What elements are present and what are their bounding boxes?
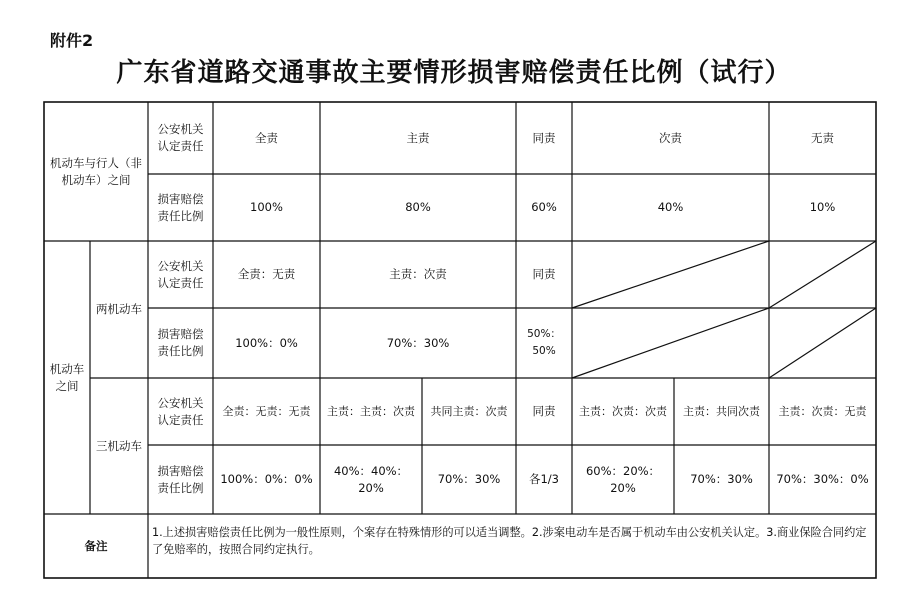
three-vehicle-resp-cell: 主责：次责：无责 xyxy=(778,405,867,418)
three-vehicle-ratio-cell: 60%：20%：20% xyxy=(585,463,661,495)
remarks-label: 备注 xyxy=(84,538,108,553)
vehicle-pedestrian-label: 机动车与行人（非机动车）之间 xyxy=(50,155,142,187)
pedestrian-ratio-cell: 60% xyxy=(531,200,557,214)
two-vehicle-resp-cell: 同责 xyxy=(532,267,556,281)
row-label-ratio: 损害赔偿责任比例 xyxy=(157,327,204,358)
three-vehicle-ratio-cell: 40%：40%：20% xyxy=(333,463,409,495)
pedestrian-resp-cell: 全责 xyxy=(255,130,278,145)
three-vehicle-resp-cell: 全责：无责：无责 xyxy=(222,405,311,418)
pedestrian-ratio-cell: 100% xyxy=(250,200,283,214)
two-vehicle-ratio-cell: 50%：50% xyxy=(527,328,561,357)
pedestrian-resp-cell: 无责 xyxy=(811,130,834,145)
pedestrian-resp-cell: 同责 xyxy=(532,130,556,145)
pedestrian-resp-cell: 次责 xyxy=(659,130,682,145)
row-label-ratio: 损害赔偿责任比例 xyxy=(157,463,204,495)
pedestrian-ratio-cell: 40% xyxy=(657,200,684,214)
three-vehicle-ratio-cell: 70%：30%：0% xyxy=(776,472,869,486)
three-vehicles-label: 三机动车 xyxy=(96,438,142,453)
annex-label: 附件2 xyxy=(50,31,94,50)
pedestrian-ratio-cell: 10% xyxy=(809,200,836,214)
three-vehicle-ratio-cell: 各1/3 xyxy=(528,472,559,486)
two-vehicles-label: 两机动车 xyxy=(96,302,142,316)
row-label-ratio: 损害赔偿责任比例 xyxy=(157,191,204,223)
document-title: 广东省道路交通事故主要情形损害赔偿责任比例（试行） xyxy=(116,58,792,88)
pedestrian-ratio-cell: 80% xyxy=(405,200,431,214)
row-label-police: 公安机关认定责任 xyxy=(157,258,204,290)
two-vehicle-ratio-cell: 70%：30% xyxy=(386,335,450,350)
two-vehicle-ratio-cell: 100%：0% xyxy=(235,335,298,350)
remarks-text: 1.上述损害赔偿责任比例为一般性原则，个案存在特殊情形的可以适当调整。2.涉案电动车是否属于机动车由公安机关认定。3.商业保险合同约定了免赔率的，按照合同约定执行。 xyxy=(152,526,867,556)
three-vehicle-resp-cell: 主责：共同次责 xyxy=(683,405,760,418)
three-vehicle-resp-cell: 主责：主责：次责 xyxy=(327,405,415,418)
row-label-police: 公安机关认定责任 xyxy=(157,395,204,427)
between-vehicles-label: 机动车之间 xyxy=(49,361,85,393)
three-vehicle-ratio-cell: 70%：30% xyxy=(690,472,753,486)
pedestrian-resp-cell: 主责 xyxy=(406,130,430,145)
three-vehicle-resp-cell: 共同主责：次责 xyxy=(430,405,508,418)
two-vehicle-resp-cell: 主责：次责 xyxy=(389,267,447,281)
three-vehicle-ratio-cell: 70%：30% xyxy=(437,472,501,486)
two-vehicle-resp-cell: 全责：无责 xyxy=(237,267,296,281)
three-vehicle-resp-cell: 同责 xyxy=(532,404,556,418)
three-vehicle-ratio-cell: 100%：0%：0% xyxy=(220,472,313,486)
row-label-police: 公安机关认定责任 xyxy=(157,122,204,153)
three-vehicle-resp-cell: 主责：次责：次责 xyxy=(579,405,667,418)
